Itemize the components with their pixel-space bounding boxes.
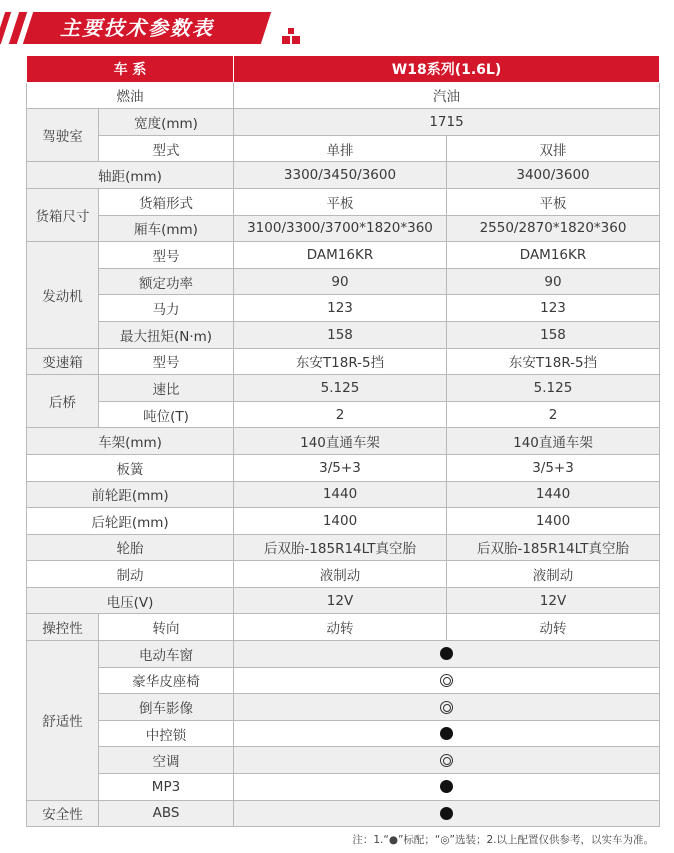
- table-row: [27, 348, 660, 375]
- table-row: [27, 109, 660, 136]
- feature-mark: [234, 694, 660, 721]
- col2-value: 1400: [447, 508, 660, 535]
- standard-dot-icon: [440, 727, 453, 740]
- table-row: [27, 561, 660, 588]
- group-label: 安全性: [27, 800, 99, 827]
- row-label: 中控锁: [99, 720, 234, 747]
- row-label: 吨位(T): [99, 401, 234, 428]
- row-label: 货箱形式: [99, 188, 234, 215]
- col2-value: 3400/3600: [447, 162, 660, 189]
- feature-mark: [234, 641, 660, 668]
- standard-dot-icon: [440, 780, 453, 793]
- row-value: 1715: [234, 109, 660, 136]
- col1-value: 90: [234, 268, 447, 295]
- table-header-row: [27, 56, 660, 83]
- row-label: 制动: [27, 561, 234, 588]
- col2-value: 2: [447, 401, 660, 428]
- row-label: 厢车(mm): [99, 215, 234, 242]
- table-row: [27, 747, 660, 774]
- col1-value: 123: [234, 295, 447, 322]
- table-row: [27, 82, 660, 109]
- col1-value: 12V: [234, 587, 447, 614]
- table-row: [27, 800, 660, 827]
- row-label: 宽度(mm): [99, 109, 234, 136]
- col2-value: 12V: [447, 587, 660, 614]
- optional-circle-icon: [440, 754, 453, 767]
- col2-value: 1440: [447, 481, 660, 508]
- col2-value: 158: [447, 321, 660, 348]
- row-label: 燃油: [27, 82, 234, 109]
- table-row: [27, 508, 660, 535]
- group-label: 发动机: [27, 242, 99, 348]
- col1-value: DAM16KR: [234, 242, 447, 269]
- feature-mark: [234, 747, 660, 774]
- row-label: 型式: [99, 135, 234, 162]
- col2-value: 双排: [447, 135, 660, 162]
- table-row: [27, 587, 660, 614]
- col1-value: 平板: [234, 188, 447, 215]
- standard-dot-icon: [440, 807, 453, 820]
- row-label: 车架(mm): [27, 428, 234, 455]
- feature-mark: [234, 800, 660, 827]
- col1-value: 1440: [234, 481, 447, 508]
- feature-mark: [234, 667, 660, 694]
- row-label: MP3: [99, 774, 234, 801]
- col1-value: 后双胎-185R14LT真空胎: [234, 534, 447, 561]
- standard-dot-icon: [440, 647, 453, 660]
- row-label: 马力: [99, 295, 234, 322]
- row-label: 轴距(mm): [27, 162, 234, 189]
- row-value: 汽油: [234, 82, 660, 109]
- group-label: 驾驶室: [27, 109, 99, 162]
- col2-value: 2550/2870*1820*360: [447, 215, 660, 242]
- col2-value: 5.125: [447, 375, 660, 402]
- col2-value: 后双胎-185R14LT真空胎: [447, 534, 660, 561]
- col1-value: 1400: [234, 508, 447, 535]
- col1-value: 东安T18R-5挡: [234, 348, 447, 375]
- col1-value: 2: [234, 401, 447, 428]
- footnote: 注：1.“●”标配；“◎”选装；2.以上配置仅供参考，以实车为准。: [352, 834, 654, 846]
- row-label: 后轮距(mm): [27, 508, 234, 535]
- table-row: [27, 454, 660, 481]
- col1-value: 液制动: [234, 561, 447, 588]
- col2-value: 液制动: [447, 561, 660, 588]
- group-label: 后桥: [27, 375, 99, 428]
- table-row: [27, 242, 660, 269]
- row-label: 板簧: [27, 454, 234, 481]
- row-label: 电压(V): [27, 587, 234, 614]
- col2-value: 动转: [447, 614, 660, 641]
- col1-value: 5.125: [234, 375, 447, 402]
- table-row: [27, 774, 660, 801]
- col1-value: 3/5+3: [234, 454, 447, 481]
- table-row: [27, 428, 660, 455]
- col2-value: 3/5+3: [447, 454, 660, 481]
- row-label: 轮胎: [27, 534, 234, 561]
- table-row: [27, 694, 660, 721]
- table-row: [27, 188, 660, 215]
- col2-value: 东安T18R-5挡: [447, 348, 660, 375]
- row-label: 倒车影像: [99, 694, 234, 721]
- group-label: 变速箱: [27, 348, 99, 375]
- col2-value: 90: [447, 268, 660, 295]
- spec-table: [26, 55, 660, 827]
- feature-mark: [234, 720, 660, 747]
- table-row: [27, 667, 660, 694]
- table-row: [27, 135, 660, 162]
- col2-value: 140直通车架: [447, 428, 660, 455]
- table-row: [27, 481, 660, 508]
- table-row: [27, 534, 660, 561]
- table-row: [27, 295, 660, 322]
- row-label: 转向: [99, 614, 234, 641]
- row-label: 速比: [99, 375, 234, 402]
- optional-circle-icon: [440, 701, 453, 714]
- col2-value: DAM16KR: [447, 242, 660, 269]
- table-row: [27, 401, 660, 428]
- table-row: [27, 375, 660, 402]
- row-label: 最大扭矩(N·m): [99, 321, 234, 348]
- row-label: 型号: [99, 348, 234, 375]
- row-label: 空调: [99, 747, 234, 774]
- row-label: 前轮距(mm): [27, 481, 234, 508]
- title-banner: [0, 0, 674, 52]
- table-row: [27, 268, 660, 295]
- table-row: [27, 614, 660, 641]
- optional-circle-icon: [440, 674, 453, 687]
- table-row: [27, 215, 660, 242]
- col1-value: 3100/3300/3700*1820*360: [234, 215, 447, 242]
- group-label: 操控性: [27, 614, 99, 641]
- col1-value: 单排: [234, 135, 447, 162]
- col2-value: 123: [447, 295, 660, 322]
- feature-mark: [234, 774, 660, 801]
- group-label: 货箱尺寸: [27, 188, 99, 241]
- row-label: 型号: [99, 242, 234, 269]
- row-label: 额定功率: [99, 268, 234, 295]
- row-label: 电动车窗: [99, 641, 234, 668]
- row-label: 豪华皮座椅: [99, 667, 234, 694]
- header-model: W18系列(1.6L): [234, 56, 660, 83]
- col1-value: 3300/3450/3600: [234, 162, 447, 189]
- banner-squares-decoration: [282, 28, 302, 46]
- page-title: 主要技术参数表: [60, 16, 214, 40]
- table-row: [27, 641, 660, 668]
- header-series-label: 车 系: [27, 56, 234, 83]
- row-label: ABS: [99, 800, 234, 827]
- col1-value: 动转: [234, 614, 447, 641]
- table-row: [27, 321, 660, 348]
- col1-value: 140直通车架: [234, 428, 447, 455]
- col2-value: 平板: [447, 188, 660, 215]
- table-row: [27, 720, 660, 747]
- group-label: 舒适性: [27, 641, 99, 801]
- table-row: [27, 162, 660, 189]
- col1-value: 158: [234, 321, 447, 348]
